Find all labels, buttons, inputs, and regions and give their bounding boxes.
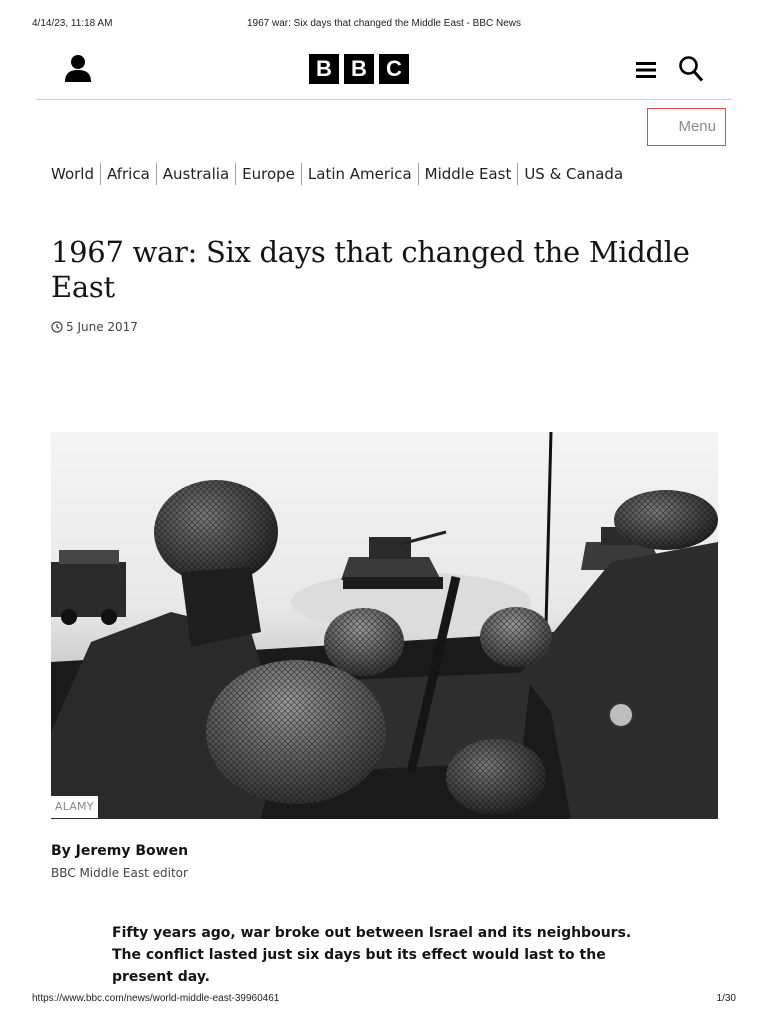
nav-item-africa[interactable]: Africa bbox=[100, 163, 156, 185]
hamburger-menu-icon[interactable] bbox=[636, 60, 656, 80]
print-page-number: 1/30 bbox=[716, 993, 736, 1004]
menu-button[interactable]: Menu bbox=[647, 108, 726, 146]
article-headline: 1967 war: Six days that changed the Middle East bbox=[51, 235, 690, 304]
user-icon[interactable] bbox=[64, 54, 92, 84]
image-credit: ALAMY bbox=[51, 796, 98, 818]
article-intro: Fifty years ago, war broke out between Israel and its neighbours. The conflict lasted just six days but its effect would last to the present day. bbox=[112, 925, 632, 985]
soldiers-photo bbox=[51, 432, 718, 819]
byline-role: BBC Middle East editor bbox=[51, 866, 188, 880]
search-icon[interactable] bbox=[678, 55, 704, 83]
print-date: 4/14/23, 11:18 AM bbox=[32, 18, 113, 29]
nav-item-world[interactable]: World bbox=[51, 165, 94, 183]
nav-item-us-canada[interactable]: US & Canada bbox=[517, 163, 629, 185]
logo-letter-c: C bbox=[379, 54, 409, 84]
masthead bbox=[36, 44, 732, 100]
nav-item-latin-america[interactable]: Latin America bbox=[301, 163, 418, 185]
section-nav bbox=[51, 163, 629, 185]
byline-author: By Jeremy Bowen bbox=[51, 843, 189, 859]
clock-icon bbox=[51, 321, 63, 333]
logo-letter-b1: B bbox=[309, 54, 339, 84]
logo-letter-b2: B bbox=[344, 54, 374, 84]
print-url: https://www.bbc.com/news/world-middle-east-39960461 bbox=[32, 993, 280, 1004]
hero-image bbox=[51, 432, 718, 819]
nav-item-middle-east[interactable]: Middle East bbox=[418, 163, 518, 185]
nav-item-australia[interactable]: Australia bbox=[156, 163, 235, 185]
print-header bbox=[32, 18, 736, 32]
print-title: 1967 war: Six days that changed the Middle East - BBC News bbox=[246, 18, 522, 29]
timestamp-text: 5 June 2017 bbox=[66, 320, 138, 334]
article-timestamp bbox=[51, 320, 138, 334]
bbc-logo[interactable] bbox=[309, 54, 409, 84]
nav-item-europe[interactable]: Europe bbox=[235, 163, 301, 185]
